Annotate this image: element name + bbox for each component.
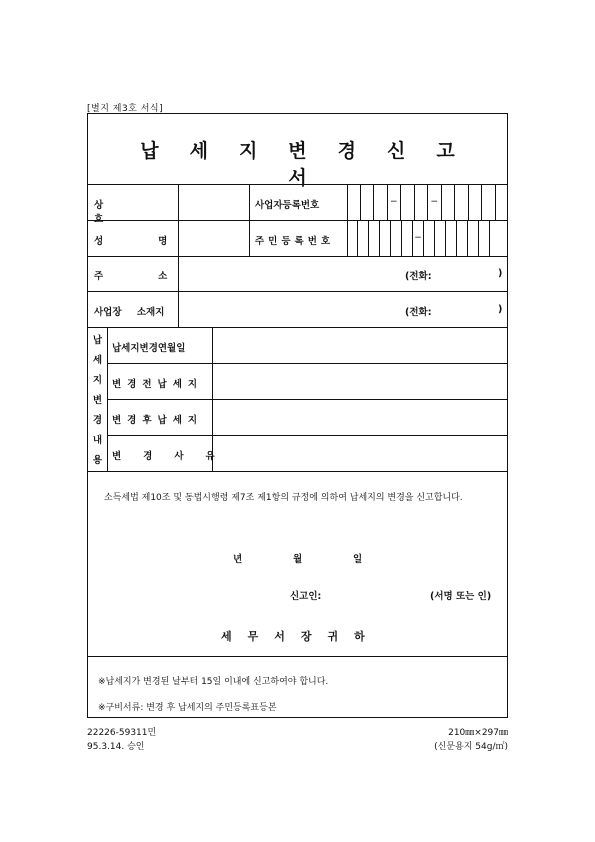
- footer-approval: 95.3.14. 승인: [87, 742, 145, 752]
- business-reg-no-boxes[interactable]: − −: [347, 184, 509, 220]
- note-required-docs: ※구비서류: 변경 후 납세지의 주민등록표등본: [98, 703, 277, 713]
- reporter-label: 신고인:: [290, 591, 322, 602]
- day-label: 일: [353, 554, 363, 565]
- side-label-char: 용: [92, 455, 103, 466]
- form-frame: [87, 113, 508, 718]
- side-label-char: 지: [92, 375, 103, 386]
- side-label-char: 경: [92, 415, 103, 426]
- workplace-phone-open: (전화:: [405, 307, 432, 318]
- side-label-char: 변: [92, 395, 103, 406]
- year-label: 년: [233, 554, 243, 565]
- after-address-label: 변경후납세지: [112, 415, 204, 426]
- business-reg-no-label: 사업자등록번호: [255, 200, 320, 211]
- company-name-label-text: 상호: [94, 200, 159, 225]
- footer-code: 22226-59311민: [87, 728, 157, 738]
- workplace-phone-close: ): [498, 304, 503, 315]
- name-label: 성명: [94, 236, 223, 247]
- address-label: 주소: [94, 271, 223, 282]
- side-label-char: 세: [92, 355, 103, 366]
- address-phone-close: ): [498, 268, 503, 279]
- company-name-label: [94, 197, 172, 225]
- address-phone-open: (전화:: [405, 271, 432, 282]
- footer-size: 210㎜×297㎜: [448, 728, 508, 738]
- change-reason-label: 변경사유: [112, 451, 237, 462]
- form-number-label: [별지 제3호 서식]: [87, 104, 164, 114]
- before-address-label: 변경전납세지: [112, 379, 204, 390]
- side-label-char: 납: [92, 335, 103, 346]
- change-date-label: 납세지변경연월일: [112, 343, 186, 354]
- resident-reg-no-label: 주민등록번호: [255, 236, 335, 247]
- signature-label: (서명 또는 인): [430, 591, 492, 602]
- side-label-char: 내: [92, 435, 103, 446]
- declaration-statement: 소득세법 제10조 및 동법시행령 제7조 제1항의 규정에 의하여 납세지의 변경을 신고합니다.: [104, 493, 463, 503]
- resident-reg-no-boxes[interactable]: −: [347, 220, 509, 256]
- tax-office-addressee: 세무서장귀하: [221, 630, 381, 643]
- workplace-label: 사업장 소재지: [94, 307, 165, 318]
- form-title: 납세지변경신고서: [140, 140, 486, 189]
- change-details-side-label: [88, 332, 107, 466]
- footer-paper: (신문용지 54g/㎡): [434, 742, 508, 752]
- month-label: 월: [293, 554, 303, 565]
- note-deadline: ※납세지가 변경된 날부터 15일 이내에 신고하여야 합니다.: [98, 677, 329, 687]
